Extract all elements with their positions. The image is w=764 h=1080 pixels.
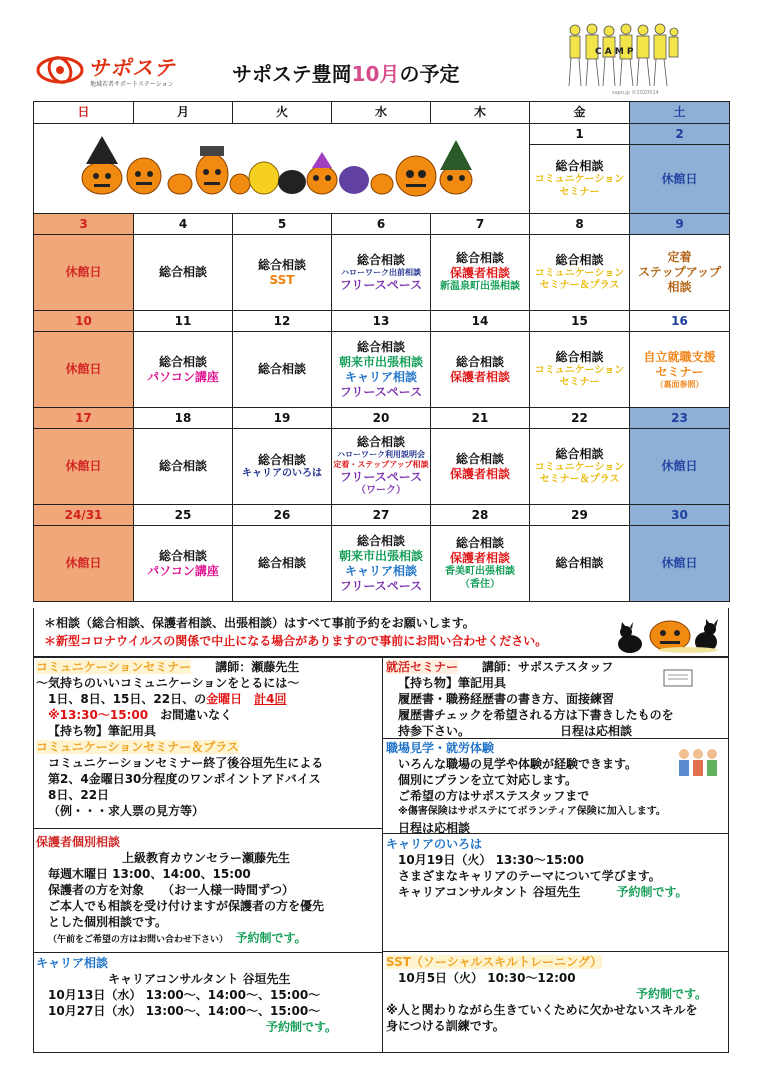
weekday-wed: 水 <box>332 102 431 124</box>
day-6-events: 総合相談 ハローワーク出前相談 フリースペース <box>332 235 431 311</box>
weekday-header-row <box>34 102 730 124</box>
date-5: 5 <box>233 214 332 235</box>
date-28: 28 <box>431 505 530 526</box>
date-4: 4 <box>134 214 233 235</box>
day-22-events: 総合相談 コミュニケーション セミナー＆プラス <box>530 429 630 505</box>
day-28-events: 総合相談 保護者相談 香美町出張相談 （香住） <box>431 526 530 602</box>
date-7: 7 <box>431 214 530 235</box>
day-17-events: 休館日 <box>34 429 134 505</box>
date-22: 22 <box>530 408 630 429</box>
date-14: 14 <box>431 311 530 332</box>
info-section <box>33 657 729 1053</box>
day-13-events: 総合相談 朝来市出張相談 キャリア相談 フリースペース <box>332 332 431 408</box>
date-8: 8 <box>530 214 630 235</box>
cat-pumpkin-illustration <box>610 610 722 654</box>
day-25-events: 総合相談 パソコン講座 <box>134 526 233 602</box>
day-3-events: 休館日 <box>34 235 134 311</box>
date-23: 23 <box>630 408 730 429</box>
day-29-events: 総合相談 <box>530 526 630 602</box>
date-9: 9 <box>630 214 730 235</box>
weekday-sat: 土 <box>630 102 730 124</box>
workers-illustration <box>674 746 720 780</box>
day-16-events: 自立就職支援 セミナー （裏面参照） <box>630 332 730 408</box>
logo-subtitle: 地域若者サポートステーション <box>90 81 174 88</box>
day-21-events: 総合相談 保護者相談 <box>431 429 530 505</box>
day-24-events: 休館日 <box>34 526 134 602</box>
weekday-tue: 火 <box>233 102 332 124</box>
day-7-events: 総合相談 保護者相談 新温泉町出張相談 <box>431 235 530 311</box>
day-8-events: 総合相談 コミュニケーション セミナー＆プラス <box>530 235 630 311</box>
comm-seminar-box: コミュニケーションセミナー 講師：瀬藤先生 ～気持ちのいいコミュニケーションをとるには～ 1日、8日、15日、22日、の金曜日 計4回 ※13:30～15:00 お間違いなく 【持ち物】筆記用具 コミュニケーションセミナー＆プラス コミュニケーションセミナー終了後谷垣先生による 第2、4金曜日30分程度のワンポイントアドバイス 8日、22日 （例・・・求人票の見方等） <box>36 660 324 818</box>
date-24-31: 24/31 <box>34 505 134 526</box>
day-10-events: 休館日 <box>34 332 134 408</box>
title-month: 10月 <box>351 62 400 86</box>
weekday-thu: 木 <box>431 102 530 124</box>
day-27-events: 総合相談 朝来市出張相談 キャリア相談 フリースペース <box>332 526 431 602</box>
workplace-tour-box: 職場見学・就労体験 いろんな職場の見学や体験が経験できます。 個別にプランを立て対応します。 ご希望の方はサポステスタッフまで ※傷害保険はサポステにてボランティア保険に加入します。 日程は応相談 <box>386 740 726 836</box>
date-30: 30 <box>630 505 730 526</box>
notice-line-2: ＊新型コロナウイルスの関係で中止になる場合がありますので事前にお問い合わせください。 <box>44 634 548 648</box>
date-3: 3 <box>34 214 134 235</box>
logo-text: サポステ <box>88 56 176 80</box>
date-20: 20 <box>332 408 431 429</box>
career-consult-title: キャリア相談 <box>36 956 109 970</box>
day-15-events: 総合相談 コミュニケーション セミナー <box>530 332 630 408</box>
date-21: 21 <box>431 408 530 429</box>
parent-consult-box: 保護者個別相談 上級教育カウンセラー瀬藤先生 毎週木曜日 13:00、14:00、15:00 保護者の方を対象 （お一人様一時間ずつ） ご本人でも相談を受け付けますが保護者の方を優先 とした個別相談です。 （午前をご希望の方はお問い合わせ下さい） 予約制です。 <box>36 834 380 948</box>
career-iroha-title: キャリアのいろは <box>386 837 483 851</box>
sst-box: SST（ソーシャルスキルトレーニング） 10月5日（火） 10:30～12:00 予約制です。 ※人と関わりながら生きていくために欠かせないスキルを 身につける訓練です。 <box>386 955 708 1033</box>
day-12-events: 総合相談 <box>233 332 332 408</box>
weekday-sun: 日 <box>34 102 134 124</box>
day-1-events: 総合相談 コミュニケーション セミナー <box>530 145 630 214</box>
svg-text:C A M P: C A M P <box>595 47 634 57</box>
date-27: 27 <box>332 505 431 526</box>
sst-title: SST（ソーシャルスキルトレーニング） <box>386 955 603 969</box>
day-23-events: 休館日 <box>630 429 730 505</box>
day-2-events: 休館日 <box>630 145 730 214</box>
date-15: 15 <box>530 311 630 332</box>
date-10: 10 <box>34 311 134 332</box>
day-30-events: 休館日 <box>630 526 730 602</box>
saposute-logo-icon <box>36 55 84 85</box>
career-consult-box: キャリア相談 キャリアコンサルタント 谷垣先生 10月13日（水） 13:00～、14:00～、15:00～ 10月27日（水） 13:00～、14:00～、15:00～ 予約制です。 <box>36 955 380 1035</box>
date-12: 12 <box>233 311 332 332</box>
date-25: 25 <box>134 505 233 526</box>
header <box>0 0 764 100</box>
job-seminar-box: 就活セミナー 講師：サポステスタッフ 【持ち物】筆記用具 履歴書・職務経歴書の書き方、面接練習 履歴書チェックを希望される方は下書きしたものを 持参下さい。 日程は応相談 <box>386 660 674 738</box>
date-18: 18 <box>134 408 233 429</box>
weekday-mon: 月 <box>134 102 233 124</box>
comm-plus-title: コミュニケーションセミナー＆プラス <box>36 740 239 754</box>
weekday-fri: 金 <box>530 102 630 124</box>
day-26-events: 総合相談 <box>233 526 332 602</box>
day-9-events: 定着 ステップアップ 相談 <box>630 235 730 311</box>
notice-box <box>33 608 729 657</box>
date-29: 29 <box>530 505 630 526</box>
parent-consult-title: 保護者個別相談 <box>36 835 121 849</box>
date-1: 1 <box>530 124 630 145</box>
illustration-caption: sapo.jp ©2020014 <box>612 90 659 96</box>
page-title: サポステ豊岡10月の予定 <box>232 62 460 86</box>
day-19-events: 総合相談 キャリアのいろは <box>233 429 332 505</box>
workplace-tour-title: 職場見学・就労体験 <box>386 741 495 755</box>
calendar <box>33 101 730 602</box>
day-4-events: 総合相談 <box>134 235 233 311</box>
career-iroha-box: キャリアのいろは 10月19日（火） 13:30～15:00 さまざまなキャリアのテーマについて学びます。 キャリアコンサルタント 谷垣先生 予約制です。 <box>386 836 726 900</box>
day-5-events: 総合相談 SST <box>233 235 332 311</box>
date-19: 19 <box>233 408 332 429</box>
day-18-events: 総合相談 <box>134 429 233 505</box>
day-11-events: 総合相談 パソコン講座 <box>134 332 233 408</box>
document-icon <box>662 668 696 688</box>
date-11: 11 <box>134 311 233 332</box>
date-6: 6 <box>332 214 431 235</box>
job-seminar-title: 就活セミナー <box>386 660 459 674</box>
date-17: 17 <box>34 408 134 429</box>
day-20-events: 総合相談 ハローワーク利用説明会 定着・ステップアップ相談 フリースペース （ワーク） <box>332 429 431 505</box>
pumpkin-illustration <box>72 132 492 202</box>
date-2: 2 <box>630 124 730 145</box>
date-16: 16 <box>630 311 730 332</box>
date-26: 26 <box>233 505 332 526</box>
date-13: 13 <box>332 311 431 332</box>
comm-seminar-title: コミュニケーションセミナー <box>36 660 192 674</box>
notice-line-1: ＊相談（総合相談、保護者相談、出張相談）はすべて事前予約をお願いします。 <box>44 616 475 630</box>
halloween-pumpkins <box>34 124 530 214</box>
day-14-events: 総合相談 保護者相談 <box>431 332 530 408</box>
people-illustration <box>565 20 680 90</box>
